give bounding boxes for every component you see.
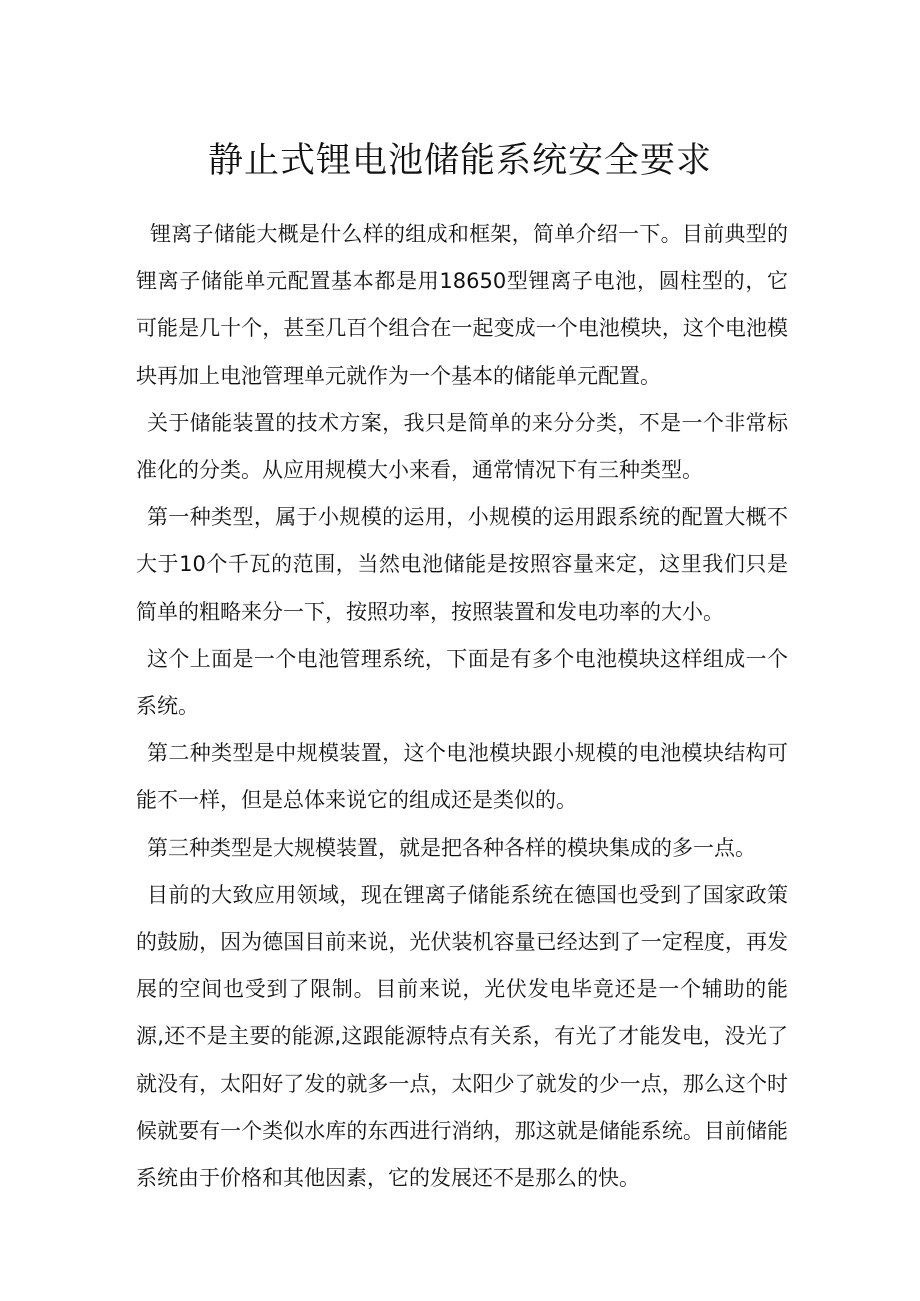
paragraph-intro: 锂离子储能大概是什么样的组成和框架，简单介绍一下。目前典型的锂离子储能单元配置基本都是用18650型锂离子电池，圆柱型的，它可能是几十个，甚至几百个组合在一起变成一个电池模块，这个电池模块再加上电池管理单元就作为一个基本的储能单元配置。 [136, 222, 788, 388]
paragraph-system-structure: 这个上面是一个电池管理系统，下面是有多个电池模块这样组成一个系统。 [136, 646, 788, 719]
paragraph-type-two: 第二种类型是中规模装置，这个电池模块跟小规模的电池模块结构可能不一样，但是总体来说它的组成还是类似的。 [136, 741, 788, 813]
document-body [136, 211, 788, 1202]
paragraph-application-fields: 目前的大致应用领域，现在锂离子储能系统在德国也受到了国家政策的鼓励，因为德国目前来说，光伏装机容量已经达到了一定程度，再发展的空间也受到了限制。目前来说，光伏发电毕竟还是一个辅助的能源,还不是主要的能源,这跟能源特点有关系，有光了才能发电，没光了就没有，太阳好了发的就多一点，太阳少了就发的少一点，那么这个时候就要有一个类似水库的东西进行消纳，那这就是储能系统。目前储能系统由于价格和其他因素，它的发展还不是那么的快。 [136, 882, 788, 1191]
paragraph-technical-scheme: 关于储能装置的技术方案，我只是简单的来分分类，不是一个非常标准化的分类。从应用规模大小来看，通常情况下有三种类型。 [136, 410, 788, 483]
document-title: 静止式锂电池储能系统安全要求 [207, 141, 712, 181]
paragraph-type-three: 第三种类型是大规模装置，就是把各种各样的模块集成的多一点。 [147, 835, 756, 860]
paragraph-type-one: 第一种类型，属于小规模的运用，小规模的运用跟系统的配置大概不大于10个千瓦的范围，当然电池储能是按照容量来定，这里我们只是简单的粗略来分一下，按照功率，按照装置和发电功率的大小。 [136, 505, 788, 624]
